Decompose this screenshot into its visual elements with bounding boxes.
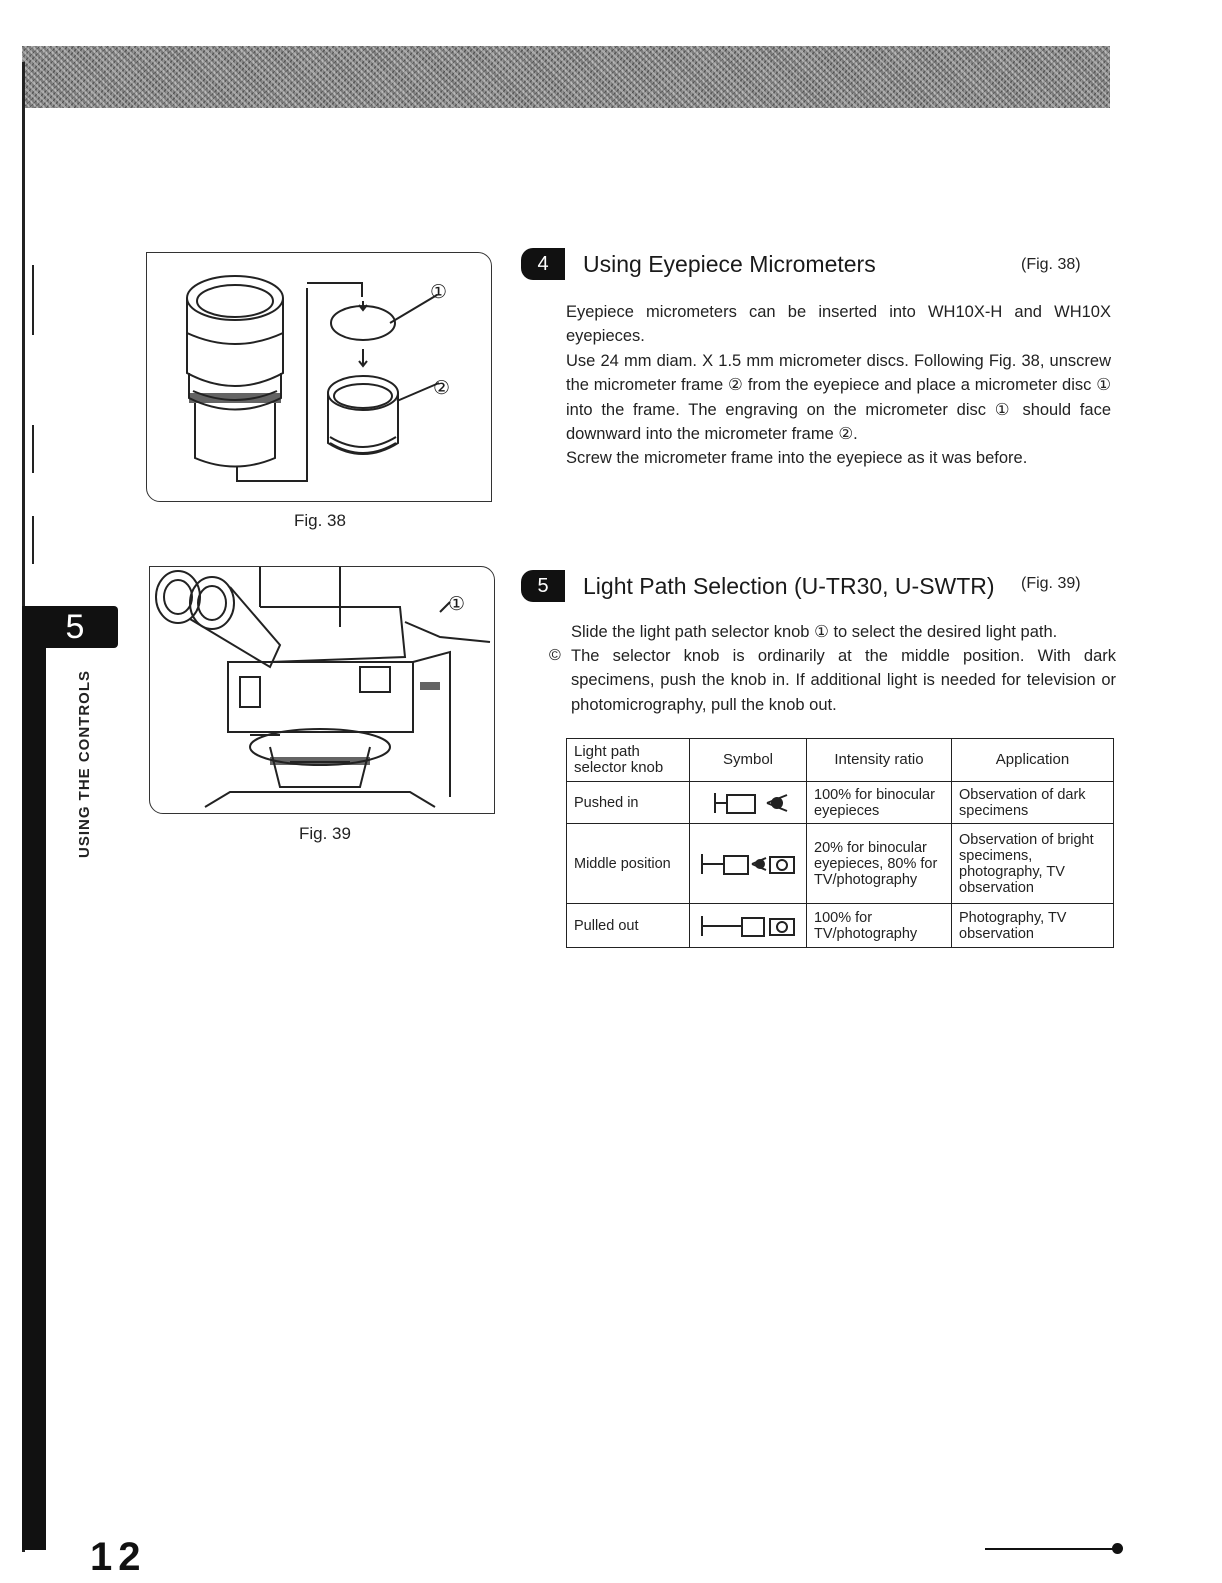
split-path-icon (698, 850, 798, 878)
table-header: Intensity ratio (807, 739, 952, 782)
callout-2: ② (433, 378, 451, 399)
figure-38-caption: Fig. 38 (294, 511, 346, 530)
table-row (567, 782, 1114, 824)
section-4-paragraph: Screw the micrometer frame into the eyepiece as it was before. (566, 449, 1028, 468)
section-4-fig-ref: (Fig. 38) (1021, 256, 1081, 273)
section-4-paragraph: Use 24 mm diam. X 1.5 mm micrometer discs. Following Fig. 38, unscrew the micrometer frame ② from the eyepiece and place a micrometer disc ① into the frame. The engraving on the micrometer disc ① should face downward into the micrometer frame ②. (566, 351, 1111, 444)
bottom-rule-end (1112, 1543, 1123, 1554)
eyepiece-path-icon (705, 789, 791, 817)
table-row (567, 824, 1114, 904)
application-cell: Observation of dark specimens (952, 782, 1114, 824)
margin-tick (32, 516, 34, 564)
intensity-cell: 100% for binocular eyepieces (807, 782, 952, 824)
bottom-rule (985, 1548, 1120, 1550)
callout-1: ① (430, 282, 448, 303)
table-header: Application (952, 739, 1114, 782)
section-5-badge: 5 (521, 570, 565, 602)
section-5-heading (521, 570, 995, 602)
light-path-table (566, 738, 1114, 948)
chapter-tab: 5 (22, 606, 118, 648)
symbol-cell (690, 904, 807, 948)
margin-tick (32, 425, 34, 473)
figure-38 (146, 252, 492, 502)
section-5-note-text: The selector knob is ordinarily at the middle position. With dark specimens, push the knob in. If additional light is needed for television or photomicrography, pull the knob out. (571, 647, 1116, 714)
symbol-cell (690, 824, 807, 904)
note-mark: © (549, 647, 561, 664)
section-4-paragraph: Eyepiece micrometers can be inserted into WH10X-H and WH10X eyepieces. (566, 303, 1111, 346)
section-4-title: Using Eyepiece Micrometers (583, 250, 876, 277)
section-4-badge: 4 (521, 248, 565, 280)
symbol-cell (690, 782, 807, 824)
margin-tick (32, 265, 34, 335)
section-5-instruction: Slide the light path selector knob ① to select the desired light path. (571, 623, 1058, 641)
application-cell: Observation of bright specimens, photography, TV observation (952, 824, 1114, 904)
microscope-illustration (150, 567, 494, 813)
page-number: 12 (90, 1535, 147, 1579)
figure-39-caption: Fig. 39 (299, 824, 351, 843)
section-5-note (571, 644, 1116, 717)
section-5-fig-ref: (Fig. 39) (1021, 575, 1081, 592)
intensity-cell: 20% for binocular eyepieces, 80% for TV/photography (807, 824, 952, 904)
camera-path-icon (698, 912, 798, 940)
table-header: Symbol (690, 739, 807, 782)
intensity-cell: 100% for TV/photography (807, 904, 952, 948)
figure-39 (149, 566, 495, 814)
header-band (22, 46, 1110, 108)
chapter-bar (22, 606, 46, 1550)
section-4-heading (521, 248, 876, 280)
section-5-title: Light Path Selection (U-TR30, U-SWTR) (583, 572, 995, 599)
knob-cell: Middle position (567, 824, 690, 904)
knob-cell: Pulled out (567, 904, 690, 948)
table-row (567, 904, 1114, 948)
callout-1: ① (448, 594, 466, 615)
application-cell: Photography, TV observation (952, 904, 1114, 948)
knob-cell: Pushed in (567, 782, 690, 824)
section-5-line-1 (571, 620, 1116, 644)
section-4-body (566, 300, 1111, 471)
table-header-row (567, 739, 1114, 782)
chapter-side-label: USING THE CONTROLS (76, 669, 93, 858)
table-header: Light path selector knob (567, 739, 690, 782)
